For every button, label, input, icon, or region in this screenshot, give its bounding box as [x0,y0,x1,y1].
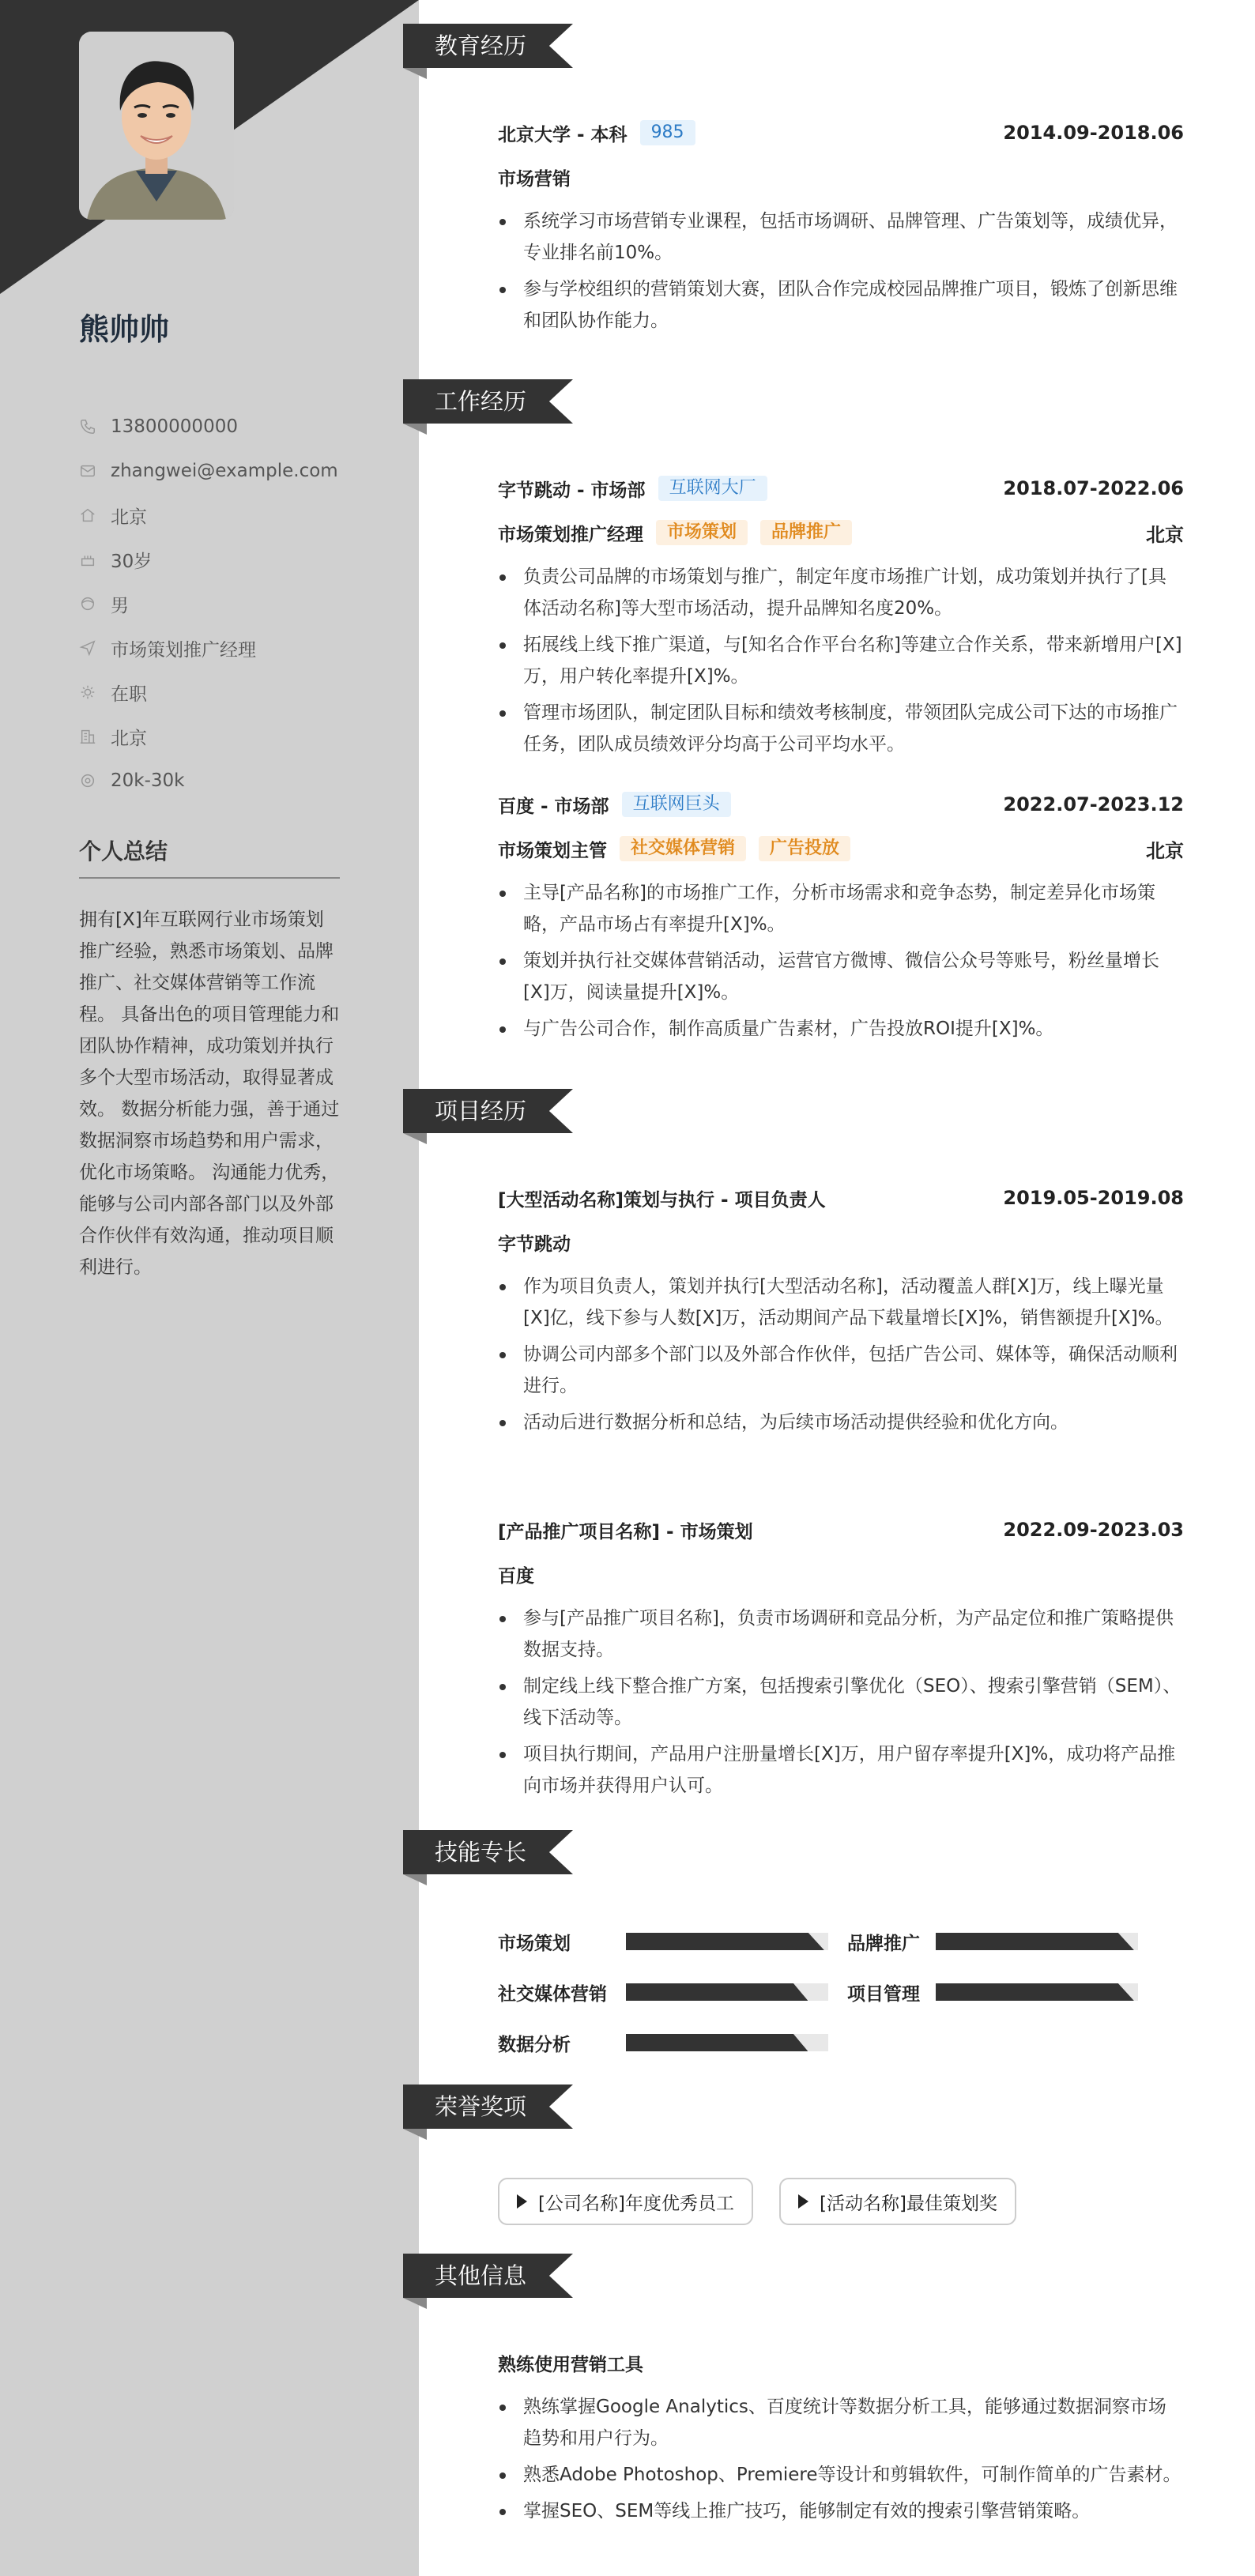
education-item [498,111,1184,341]
list-item: 主导[产品名称]的市场推广工作，分析市场需求和竞争态势，制定差异化市场策略，产品市场占有率提升[X]%。 [498,877,1184,940]
list-item: 拓展线上线下推广渠道，与[知名合作平台名称]等建立合作关系，带来新增用户[X]万，用户转化率提升[X]%。 [498,629,1184,692]
play-icon [517,2194,527,2209]
building-icon [79,728,96,745]
section-header-education [403,24,573,68]
education-tag: 985 [640,120,695,145]
section-education [403,24,1255,356]
education-bullets [498,205,1184,337]
section-title-awards: 荣誉奖项 [435,2093,527,2120]
skill-item [847,1979,1138,2005]
skill-bar-fill [936,1983,1134,2001]
info-status-text: 在职 [111,684,147,705]
work-company: 百度 - 市场部 [498,796,609,817]
summary-text: 拥有[X]年互联网行业市场策划推广经验，熟悉市场策划、品牌推广、社交媒体营销等工作流程。 具备出色的项目管理能力和团队协作精神，成功策划并执行多个大型市场活动，取得显著成效。 数据分析能力强，善于通过数据洞察市场趋势和用户需求，优化市场策略。 沟通能力优秀，能够与公司内部各部门以及外部合作伙伴有效沟通，推动项目顺利进行。 [79,910,340,1278]
work-location: 北京 [1146,523,1184,546]
skill-name: 品牌推广 [847,1933,920,1954]
work-location: 北京 [1146,839,1184,862]
contact-info-list [79,405,338,803]
send-icon [79,639,96,657]
list-item: 活动后进行数据分析和总结，为后续市场活动提供经验和优化方向。 [498,1407,1184,1438]
work-role: 市场策划推广经理 [498,524,643,545]
project-bullets [498,1602,1184,1802]
info-home [79,493,338,537]
info-salary-text: 20k-30k [111,770,185,791]
work-bullets [498,877,1184,1045]
info-city-text: 北京 [111,728,147,749]
info-email-text: zhangwei@example.com [111,461,338,481]
status-icon [79,684,96,701]
section-awards [403,2085,1255,2243]
skill-bar-fill [626,2034,808,2051]
section-work [403,379,1255,1075]
info-gender-text: 男 [111,595,129,616]
section-title-work: 工作经历 [435,388,527,415]
skill-bar-track [626,2034,828,2051]
info-gender [79,582,338,626]
work-role-tag: 品牌推广 [760,520,852,545]
section-header-projects [403,1089,573,1133]
list-item: 负责公司品牌的市场策划与推广，制定年度市场推广计划，成功策划并执行了[具体活动名称]等大型市场活动，提升品牌知名度20%。 [498,561,1184,624]
work-company: 字节跳动 - 市场部 [498,480,646,501]
summary-title: 个人总结 [79,834,340,879]
list-item: 系统学习市场营销专业课程，包括市场调研、品牌管理、广告策划等，成绩优异，专业排名前10%。 [498,205,1184,269]
salary-icon [79,772,96,789]
skill-item [498,1979,828,2005]
list-item: 制定线上线下整合推广方案，包括搜索引擎优化（SEO）、搜索引擎营销（SEM）、线下活动等。 [498,1670,1184,1734]
project-bullets [498,1271,1184,1438]
gender-icon [79,595,96,612]
section-title-education: 教育经历 [435,32,527,59]
info-home-text: 北京 [111,507,147,528]
info-age [79,537,338,582]
work-item-1 [498,466,1184,765]
other-bullets [498,2391,1184,2527]
list-item: 项目执行期间，产品用户注册量增长[X]万，用户留存率提升[X]%，成功将产品推向市场并获得用户认可。 [498,1738,1184,1802]
awards-list [498,2178,1184,2228]
list-item: 协调公司内部多个部门以及外部合作伙伴，包括广告公司、媒体等，确保活动顺利进行。 [498,1339,1184,1402]
section-projects [403,1089,1255,1800]
section-header-other [403,2254,573,2298]
work-role-tag: 市场策划 [656,520,748,545]
mail-icon [79,462,96,480]
info-salary [79,759,338,803]
avatar [79,32,234,220]
work-item-2 [498,782,1184,1049]
person-name: 熊帅帅 [79,312,170,347]
list-item: 掌握SEO、SEM等线上推广技巧，能够制定有效的搜索引擎营销策略。 [498,2495,1184,2527]
list-item: 参与学校组织的营销策划大赛，团队合作完成校园品牌推广项目，锻炼了创新思维和团队协作能力。 [498,273,1184,337]
other-title: 熟练使用营销工具 [498,2354,643,2375]
work-date: 2022.07-2023.12 [1003,793,1184,815]
sidebar [0,0,419,2576]
age-icon [79,551,96,568]
work-role: 市场策划主管 [498,840,607,861]
section-title-projects: 项目经历 [435,1098,527,1124]
project-item-2 [498,1508,1184,1806]
project-name: [大型活动名称]策划与执行 - 项目负责人 [498,1189,826,1211]
work-company-tag: 互联网巨头 [622,792,731,817]
award-text: [活动名称]最佳策划奖 [820,2193,997,2214]
skill-item [498,2029,828,2056]
skill-bar-track [626,1933,828,1950]
list-item: 熟悉Adobe Photoshop、Premiere等设计和剪辑软件，可制作简单的广告素材。 [498,2459,1184,2491]
play-icon [798,2194,808,2209]
education-school: 北京大学 - 本科 [498,124,628,145]
section-header-skills [403,1830,573,1874]
work-company-tag: 互联网大厂 [658,476,767,501]
work-role-tag: 广告投放 [759,836,850,861]
section-header-work [403,379,573,424]
education-major: 市场营销 [498,168,571,190]
list-item: 策划并执行社交媒体营销活动，运营官方微博、微信公众号等账号，粉丝量增长[X]万，阅读量提升[X]%。 [498,945,1184,1008]
other-item [498,2341,1184,2532]
section-title-skills: 技能专长 [435,1839,527,1866]
info-position [79,626,338,670]
list-item: 参与[产品推广项目名称]，负责市场调研和竞品分析，为产品定位和推广策略提供数据支持。 [498,1602,1184,1666]
info-phone [79,405,338,449]
phone-icon [79,418,96,435]
skill-bar-track [626,1983,828,2001]
skill-bar-track [936,1933,1138,1950]
project-item-1 [498,1176,1184,1443]
list-item: 与广告公司合作，制作高质量广告素材，广告投放ROI提升[X]%。 [498,1013,1184,1045]
project-org: 字节跳动 [498,1233,571,1255]
section-title-other: 其他信息 [435,2262,527,2289]
award-item [498,2178,753,2225]
section-other [403,2254,1255,2570]
education-date: 2014.09-2018.06 [1003,122,1184,144]
list-item: 管理市场团队，制定团队目标和绩效考核制度，带领团队完成公司下达的市场推广任务，团队成员绩效评分均高于公司平均水平。 [498,697,1184,760]
skill-name: 社交媒体营销 [498,1983,607,2005]
award-text: [公司名称]年度优秀员工 [538,2193,734,2214]
project-date: 2022.09-2023.03 [1003,1519,1184,1541]
info-status [79,670,338,714]
work-bullets [498,561,1184,760]
avatar-portrait [79,32,234,220]
info-age-text: 30岁 [111,551,153,572]
skill-name: 项目管理 [847,1983,920,2005]
info-city [79,714,338,759]
project-name: [产品推广项目名称] - 市场策划 [498,1521,753,1542]
work-date: 2018.07-2022.06 [1003,477,1184,499]
info-phone-text: 13800000000 [111,416,238,437]
skill-item [847,1928,1138,1955]
section-header-awards [403,2085,573,2129]
home-icon [79,507,96,524]
info-email [79,449,338,493]
project-org: 百度 [498,1565,534,1587]
list-item: 作为项目负责人，策划并执行[大型活动名称]，活动覆盖人群[X]万，线上曝光量[X]亿，线下参与人数[X]万，活动期间产品下载量增长[X]%，销售额提升[X]%。 [498,1271,1184,1334]
skill-bar-fill [936,1933,1134,1950]
award-item [779,2178,1016,2225]
skill-name: 市场策划 [498,1933,571,1954]
info-position-text: 市场策划推广经理 [111,639,256,661]
skill-name: 数据分析 [498,2034,571,2055]
section-skills [403,1830,1255,2067]
skill-bar-fill [626,1933,824,1950]
skill-bar-fill [626,1983,808,2001]
project-date: 2019.05-2019.08 [1003,1187,1184,1209]
work-role-tag: 社交媒体营销 [620,836,746,861]
list-item: 熟练掌握Google Analytics、百度统计等数据分析工具，能够通过数据洞察市场趋势和用户行为。 [498,2391,1184,2454]
skill-bar-track [936,1983,1138,2001]
skill-item [498,1928,828,1955]
